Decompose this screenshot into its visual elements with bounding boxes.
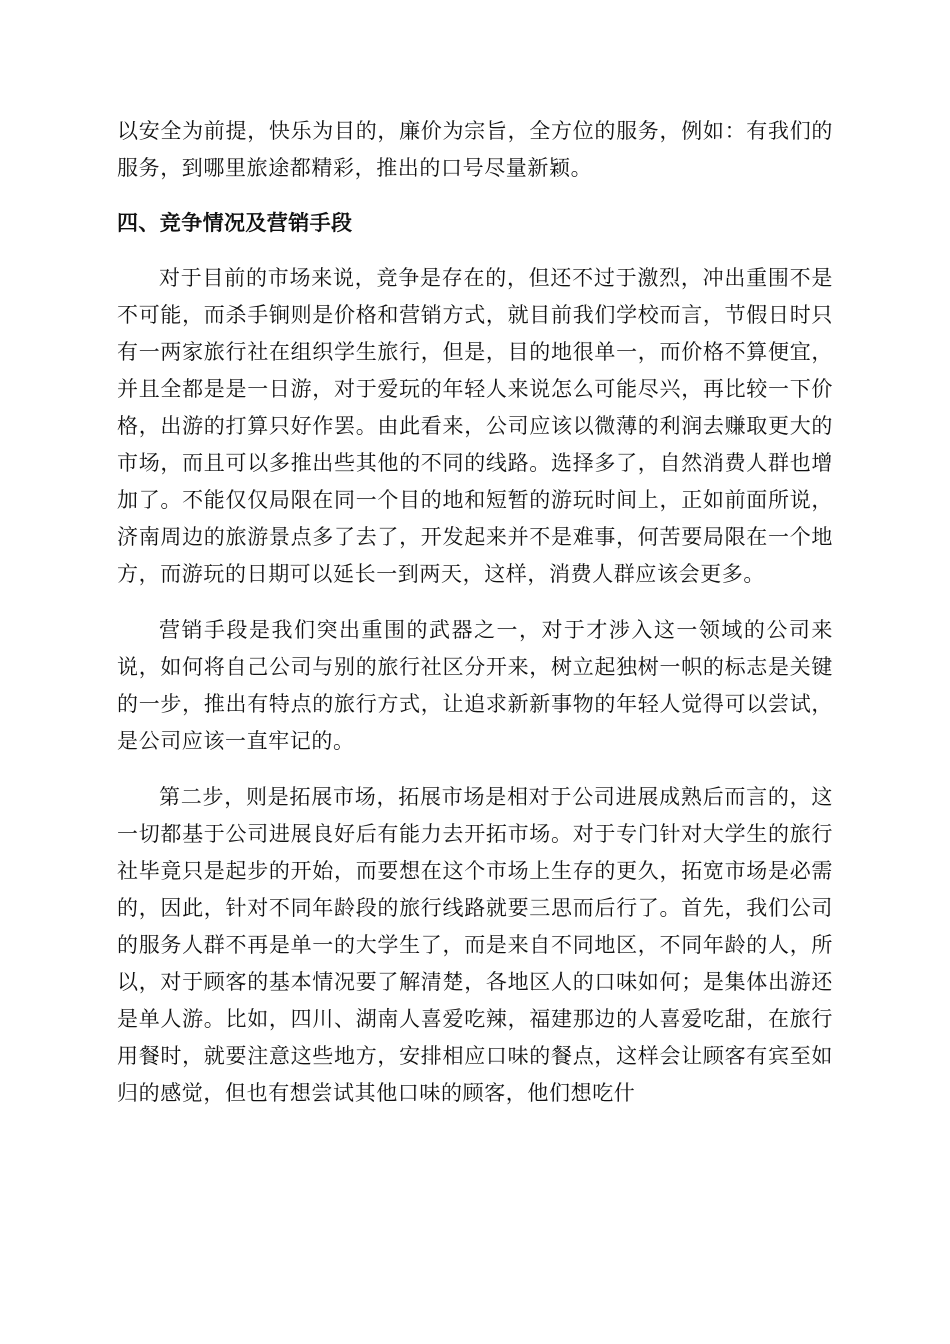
- expansion-paragraph: 第二步，则是拓展市场，拓展市场是相对于公司进展成熟后而言的，这一切都基于公司进展良好后有能力去开拓市场。对于专门针对大学生的旅行社毕竟只是起步的开始，而要想在这个市场上生存的更久，拓宽市场是必需的，因此，针对不同年龄段的旅行线路就要三思而后行了。首先，我们公司的服务人群不再是单一的大学生了，而是来自不同地区，不同年龄的人，所以，对于顾客的基本情况要了解清楚，各地区人的口味如何；是集体出游还是单人游。比如，四川、湖南人喜爱吃辣，福建那边的人喜爱吃甜，在旅行用餐时，就要注意这些地方，安排相应口味的餐点，这样会让顾客有宾至如归的感觉，但也有想尝试其他口味的顾客，他们想吃什: [117, 785, 833, 1105]
- competition-paragraph: 对于目前的市场来说，竞争是存在的，但还不过于激烈，冲出重围不是不可能，而杀手锏则是价格和营销方式，就目前我们学校而言，节假日时只有一两家旅行社在组织学生旅行，但是，目的地很单一，而价格不算便宜，并且全都是是一日游，对于爱玩的年轻人来说怎么可能尽兴，再比较一下价格，出游的打算只好作罢。由此看来，公司应该以微薄的利润去赚取更大的市场，而且可以多推出些其他的不同的线路。选择多了，自然消费人群也增加了。不能仅仅局限在同一个目的地和短暂的游玩时间上，正如前面所说，济南周边的旅游景点多了去了，开发起来并不是难事，何苦要局限在一个地方，而游玩的日期可以延长一到两天，这样，消费人群应该会更多。: [117, 266, 833, 586]
- document-body: [117, 113, 833, 1112]
- intro-paragraph: 以安全为前提，快乐为目的，廉价为宗旨，全方位的服务，例如：有我们的服务，到哪里旅途都精彩，推出的口号尽量新颖。: [117, 119, 833, 180]
- section-heading: 四、竞争情况及营销手段: [117, 211, 353, 235]
- marketing-paragraph: 营销手段是我们突出重围的武器之一，对于才涉入这一领域的公司来说，如何将自己公司与别的旅行社区分开来，树立起独树一帜的标志是关键的一步，推出有特点的旅行方式，让追求新新事物的年轻人觉得可以尝试，是公司应该一直牢记的。: [117, 618, 833, 753]
